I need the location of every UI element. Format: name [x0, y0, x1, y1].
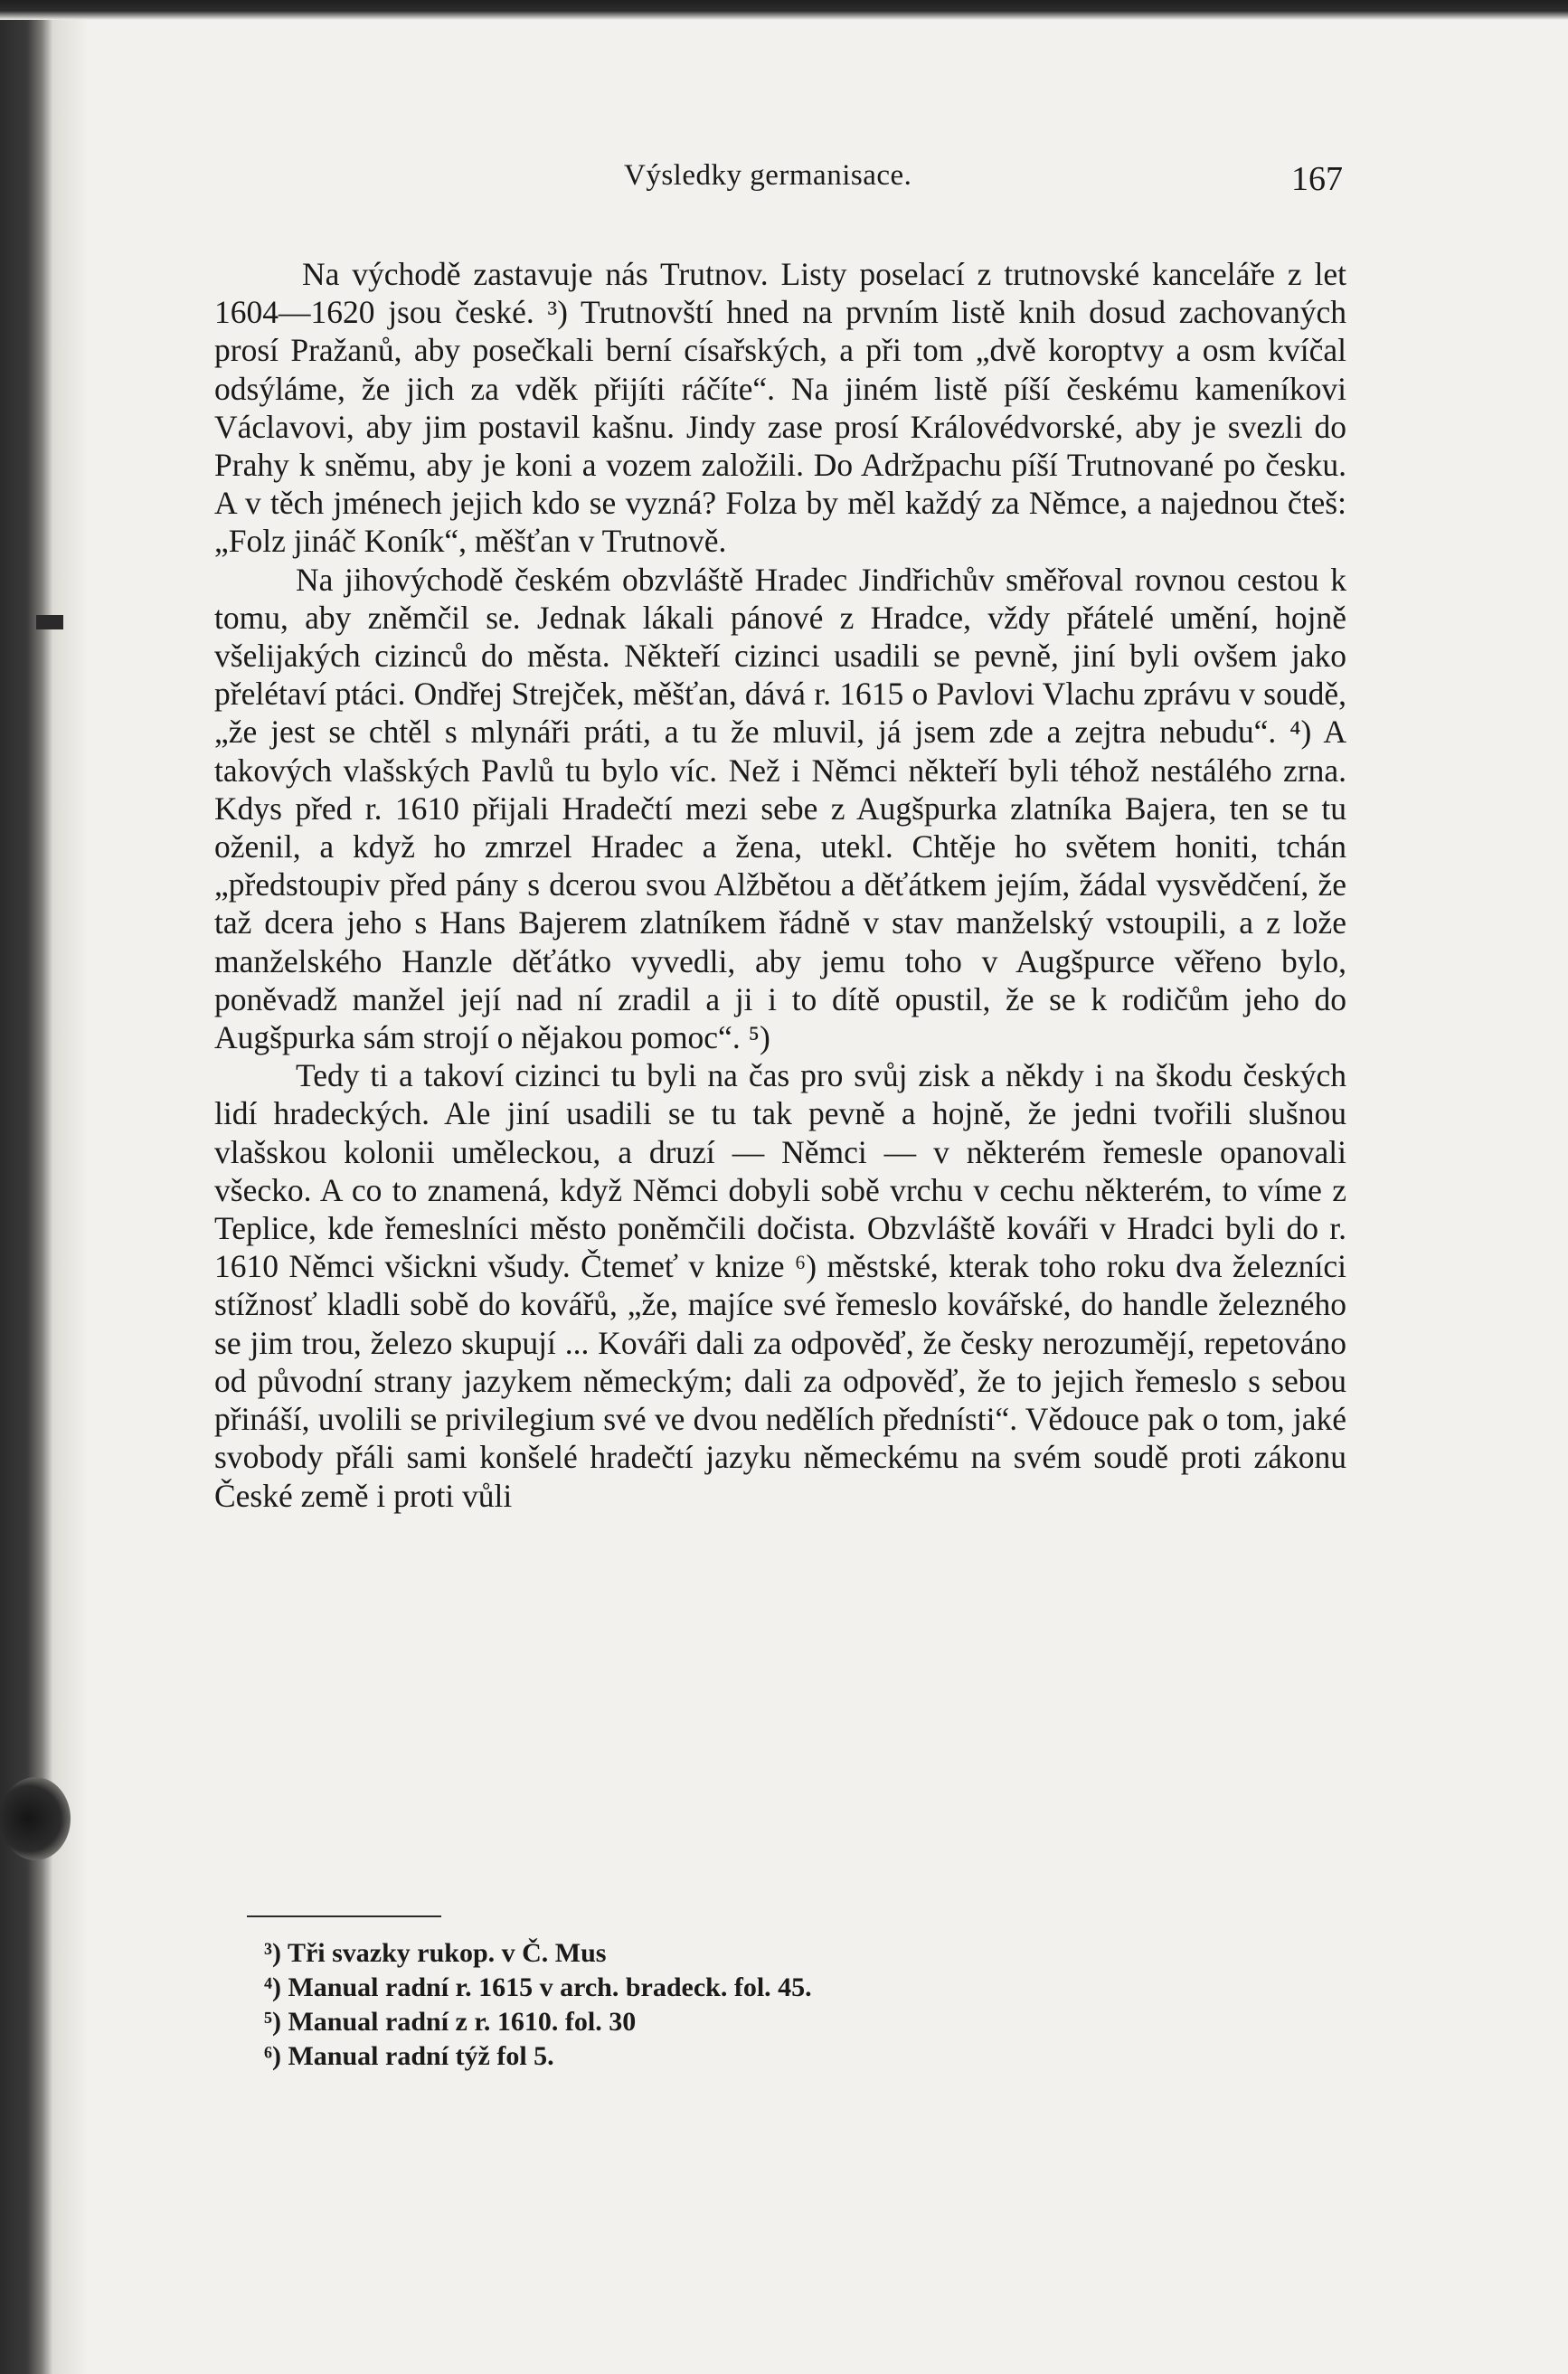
paragraph: Na východě zastavuje nás Trutnov. Listy poselací z trutnovské kanceláře z let 1604—1620 jsou české. ³) Trutnovští hned na prvním listě knih dosud zachovaných prosí Pražanů, aby posečkali berní císařských, a při tom „dvě koroptvy a osm kvíčal odsýláme, že jich za vděk přijíti ráčíte“. Na jiném listě píší českému kameníkovi Václavovi, aby jim postavil kašnu. Jindy zase prosí Královédvorské, aby je svezli do Prahy k sněmu, aby je koni a vozem založili. Do Adržpachu píší Trutnované po česku. A v těch jménech jejich kdo se vyzná? Folza by měl každý za Němce, a najednou čteš: „Folz jináč Koník“, měšťan v Trutnově.	[214, 256, 1346, 560]
body-text	[214, 255, 1346, 1515]
book-binding-edge	[0, 0, 52, 2374]
paragraph: Tedy ti a takoví cizinci tu byli na čas pro svůj zisk a někdy i na škodu českých lidí hradeckých. Ale jiní usadili se tu tak pevně a hojně, že jedni tvořili slušnou vlašskou kolonii uměleckou, a druzí — Němci — v některém řemesle opanovali všecko. A co to znamená, když Němci dobyli sobě vrchu v cechu některém, to víme z Teplice, kde řemeslníci město poněmčili dočista. Obzvláště kováři v Hradci byli do r. 1610 Němci všickni všudy. Čtemeť v knize ⁶) městské, kterak toho roku dva železníci stížnosť kladli sobě do kovářů, „že, majíce své řemeslo kovářské, do handle železného se jim trou, železo skupují ... Kováři dali za odpověď, že česky nerozumějí, repetováno od původní strany jazykem německým; dali za odpověď, že to jejich řemeslo s sebou přináší, uvolili se privilegium své ve dvou nedělích přednísti“. Vědouce pak o tom, jaké svobody přáli sami konšelé hradečtí jazyku německému na svém soudě proti zákonu České země i proti vůli	[214, 1057, 1346, 1514]
footnote: ⁶) Manual radní týž fol 5.	[264, 2041, 554, 2071]
page-header	[217, 159, 1343, 204]
footnote-divider	[247, 1915, 441, 1917]
spine-mark	[36, 615, 63, 629]
footnote: ⁴) Manual radní r. 1615 v arch. bradeck. fol. 45.	[264, 1972, 812, 2002]
footnote: ³) Tři svazky rukop. v Č. Mus	[264, 1938, 607, 1968]
running-title: Výsledky germanisace.	[624, 159, 912, 192]
page-number: 167	[1291, 160, 1343, 198]
page-top-edge	[0, 0, 1568, 20]
spine-clip-shadow	[0, 1777, 71, 1860]
footnotes	[264, 1936, 1078, 2074]
footnote: ⁵) Manual radní z r. 1610. fol. 30	[264, 2007, 637, 2037]
paragraph: Na jihovýchodě českém obzvláště Hradec Jindřichův směřoval rovnou cestou k tomu, aby zněmčil se. Jednak lákali pánové z Hradce, vždy přátelé umění, hojně všelijakých cizinců do města. Někteří cizinci usadili se pevně, jiní byli ovšem jako přelétaví ptáci. Ondřej Strejček, měšťan, dává r. 1615 o Pavlovi Vlachu zprávu v soudě, „že jest se chtěl s mlynáři práti, a tu že mluvil, já jsem zde a zejtra nebudu“. ⁴) A takových vlašských Pavlů tu bylo víc. Než i Němci někteří byli téhož nestálého zrna. Kdys před r. 1610 přijali Hradečtí mezi sebe z Augšpurka zlatníka Bajera, ten se tu oženil, a když ho zmrzel Hradec a žena, utekl. Chtěje ho světem honiti, tchán „předstoupiv před pány s dcerou svou Alžbětou a děťátkem jejím, žádal vysvědčení, že taž dcera jeho s Hans Bajerem zlatníkem řádně v stav manželský vstoupili, a z lože manželského Hanzle děťátko vyvedli, aby jemu toho v Augšpurce věřeno bylo, poněvadž manžel její nad ní zradil a ji i to dítě opustil, že se k rodičům jeho do Augšpurka sám strojí o nějakou pomoc“. ⁵)	[214, 561, 1346, 1056]
